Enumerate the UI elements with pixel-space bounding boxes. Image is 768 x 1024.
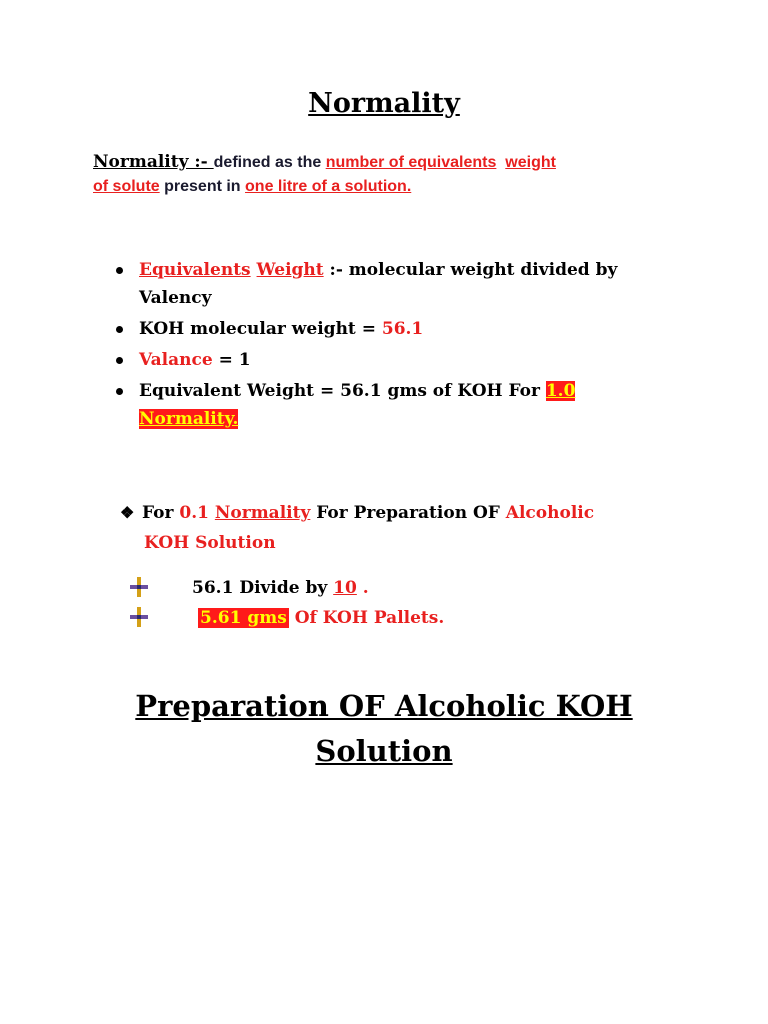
- bullet-koh-value: 56.1: [381, 319, 424, 339]
- bullet-dot-icon: [116, 326, 123, 333]
- bullet-weight-word: Weight: [256, 260, 324, 280]
- bullet-equivalent-text: Equivalent Weight = 56.1 gms of KOH For: [139, 381, 546, 401]
- bullet-valance: [112, 346, 712, 374]
- section-heading: [0, 684, 768, 774]
- bullet-dot-icon: [116, 388, 123, 395]
- definition-paragraph: [93, 150, 693, 199]
- bullet-valance-value: = 1: [212, 350, 251, 370]
- bullet-dot-icon: [116, 357, 123, 364]
- definition-of-solute: of solute: [93, 178, 160, 195]
- bullet-valency-word: Valency: [139, 288, 212, 308]
- calc-divide-end: .: [356, 578, 369, 598]
- plus-arrow-icon: [128, 577, 150, 597]
- calc-divide-value: 10: [333, 578, 357, 598]
- page-title: Normality: [308, 88, 460, 119]
- calc-row-result: [128, 603, 688, 633]
- definition-term: Normality :-: [93, 152, 214, 172]
- definition-word-as-the: as the: [270, 154, 326, 171]
- preparation-note: [120, 498, 720, 558]
- note-koh-solution: KOH Solution: [144, 533, 276, 553]
- calc-row-divide: [128, 573, 688, 603]
- bullet-koh-text: KOH molecular weight =: [139, 319, 382, 339]
- note-normality: Normality: [214, 503, 311, 523]
- calc-result-text: Of KOH Pallets.: [288, 608, 445, 628]
- bullet-equivalents-word: Equivalents: [139, 260, 251, 280]
- bullet-highlight-normality: Normality.: [139, 409, 239, 429]
- note-for: For: [142, 503, 180, 523]
- calc-divide-text: 56.1 Divide by: [192, 578, 334, 598]
- section-heading-line1: Preparation OF Alcoholic KOH: [135, 689, 633, 723]
- bullet-equivalents-weight: [112, 256, 712, 312]
- note-alcoholic: Alcoholic: [505, 503, 595, 523]
- calc-result-highlight: 5.61 gms: [200, 608, 287, 628]
- bullet-equivalents-desc: :- molecular weight divided by: [323, 260, 618, 280]
- bullet-dot-icon: [116, 267, 123, 274]
- definition-word-defined: defined: [213, 154, 271, 171]
- definition-one-litre: one litre of a solution.: [245, 178, 412, 195]
- definition-number-of-equivalents: number of equivalents: [325, 154, 497, 171]
- note-for-preparation: For Preparation OF: [310, 503, 506, 523]
- bullet-equivalent-weight: [112, 377, 712, 433]
- diamond-bullet-icon: ❖: [120, 503, 135, 522]
- bullet-list: [112, 256, 712, 436]
- plus-arrow-icon: [128, 607, 150, 627]
- definition-present-in: present in: [159, 178, 246, 195]
- definition-weight: weight: [505, 154, 556, 171]
- bullet-koh-molecular-weight: [112, 315, 712, 343]
- bullet-highlight-1-0: 1.0: [545, 381, 576, 401]
- section-heading-line2: Solution: [315, 734, 453, 768]
- bullet-valance-label: Valance: [139, 350, 213, 370]
- calculation-list: [128, 573, 688, 633]
- note-0-1: 0.1: [179, 503, 209, 523]
